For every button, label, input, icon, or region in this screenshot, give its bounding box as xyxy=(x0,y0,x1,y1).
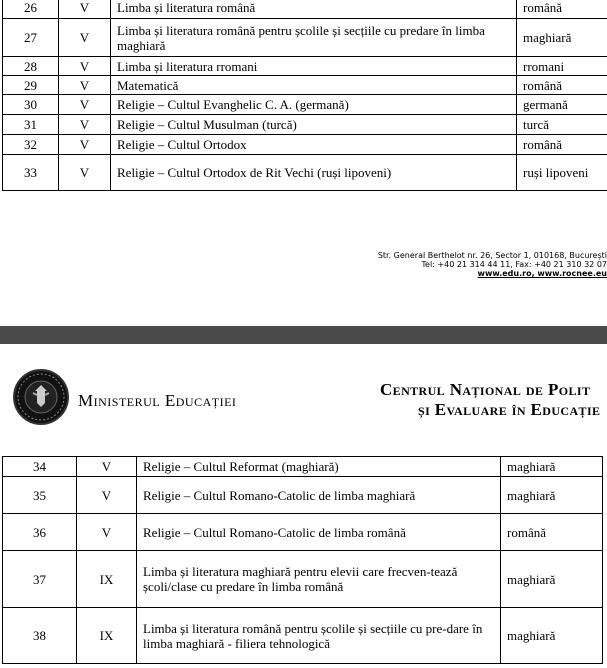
row-number: 27 xyxy=(3,19,59,57)
table-row xyxy=(3,135,607,155)
row-number: 30 xyxy=(3,95,59,115)
page-1 xyxy=(0,0,607,326)
row-language: română xyxy=(517,76,607,95)
table-row xyxy=(3,19,607,57)
table-row xyxy=(3,0,607,19)
row-number: 34 xyxy=(3,457,77,477)
row-language: maghiară xyxy=(501,608,603,664)
row-class: V xyxy=(59,57,111,76)
row-subject: Religie – Cultul Evanghelic C. A. (germană) xyxy=(111,95,517,115)
row-number: 29 xyxy=(3,76,59,95)
footer-contact: Tel: +40 21 314 44 11, Fax: +40 21 310 32 07 xyxy=(421,260,607,269)
table-row xyxy=(3,155,607,191)
page-2 xyxy=(0,344,607,668)
row-subject: Limba și literatura română xyxy=(111,0,517,19)
row-language: turcă xyxy=(517,115,607,135)
row-subject: Limba și literatura maghiară pentru elevii care frecven-tează școli/clase cu predare în limba română xyxy=(137,551,501,608)
table-row xyxy=(3,95,607,115)
ministry-name: Ministerul Educației xyxy=(78,391,237,410)
row-subject: Religie – Cultul Romano-Catolic de limba română xyxy=(137,514,501,551)
table-row xyxy=(3,457,603,477)
row-class: V xyxy=(77,457,137,477)
row-subject: Religie – Cultul Ortodox de Rit Vechi (ruși lipoveni) xyxy=(111,155,517,191)
row-number: 36 xyxy=(3,514,77,551)
row-subject: Religie – Cultul Ortodox xyxy=(111,135,517,155)
row-subject: Religie – Cultul Musulman (turcă) xyxy=(111,115,517,135)
page-separator xyxy=(0,326,607,344)
row-language: maghiară xyxy=(501,457,603,477)
row-subject: Matematică xyxy=(111,76,517,95)
row-language: română xyxy=(501,514,603,551)
row-subject: Religie – Cultul Reformat (maghiară) xyxy=(137,457,501,477)
row-number: 33 xyxy=(3,155,59,191)
table-row xyxy=(3,514,603,551)
row-number: 35 xyxy=(3,477,77,514)
row-subject: Limba și literatura rromani xyxy=(111,57,517,76)
table-row xyxy=(3,551,603,608)
row-number: 31 xyxy=(3,115,59,135)
subjects-table-1 xyxy=(2,0,607,191)
centre-name-line-2: și Evaluare în Educație xyxy=(418,400,601,419)
row-class: V xyxy=(59,19,111,57)
row-language: maghiară xyxy=(501,477,603,514)
row-class: V xyxy=(59,135,111,155)
row-language: ruși lipoveni xyxy=(517,155,607,191)
row-subject: Religie – Cultul Romano-Catolic de limba maghiară xyxy=(137,477,501,514)
centre-name-line-1: Centrul Național de Polit xyxy=(380,380,591,399)
table-row xyxy=(3,477,603,514)
row-language: română xyxy=(517,0,607,19)
row-language: maghiară xyxy=(517,19,607,57)
page-footer xyxy=(378,251,607,278)
footer-links[interactable]: www.edu.ro, www.rocnee.eu xyxy=(477,269,607,278)
coat-of-arms-icon xyxy=(13,369,69,425)
table-row xyxy=(3,115,607,135)
row-number: 28 xyxy=(3,57,59,76)
table-row xyxy=(3,608,603,664)
row-language: română xyxy=(517,135,607,155)
row-class: IX xyxy=(77,608,137,664)
page-header xyxy=(0,344,607,454)
footer-address: Str. General Berthelot nr. 26, Sector 1, 010168, București xyxy=(377,251,607,260)
row-subject: Limba și literatura română pentru școlile și secțiile cu pre-dare în limba maghiară - filiera tehnologică xyxy=(137,608,501,664)
row-subject: Limba și literatura română pentru școlile și secțiile cu predare în limba maghiară xyxy=(111,19,517,57)
row-class: V xyxy=(59,0,111,19)
row-number: 32 xyxy=(3,135,59,155)
row-class: V xyxy=(77,477,137,514)
row-class: IX xyxy=(77,551,137,608)
row-language: maghiară xyxy=(501,551,603,608)
row-class: V xyxy=(59,115,111,135)
row-number: 38 xyxy=(3,608,77,664)
table-row xyxy=(3,76,607,95)
row-class: V xyxy=(77,514,137,551)
row-number: 37 xyxy=(3,551,77,608)
table-row xyxy=(3,57,607,76)
row-class: V xyxy=(59,155,111,191)
row-class: V xyxy=(59,95,111,115)
row-class: V xyxy=(59,76,111,95)
row-language: germană xyxy=(517,95,607,115)
subjects-table-2 xyxy=(2,456,603,664)
row-language: rromani xyxy=(517,57,607,76)
row-number: 26 xyxy=(3,0,59,19)
